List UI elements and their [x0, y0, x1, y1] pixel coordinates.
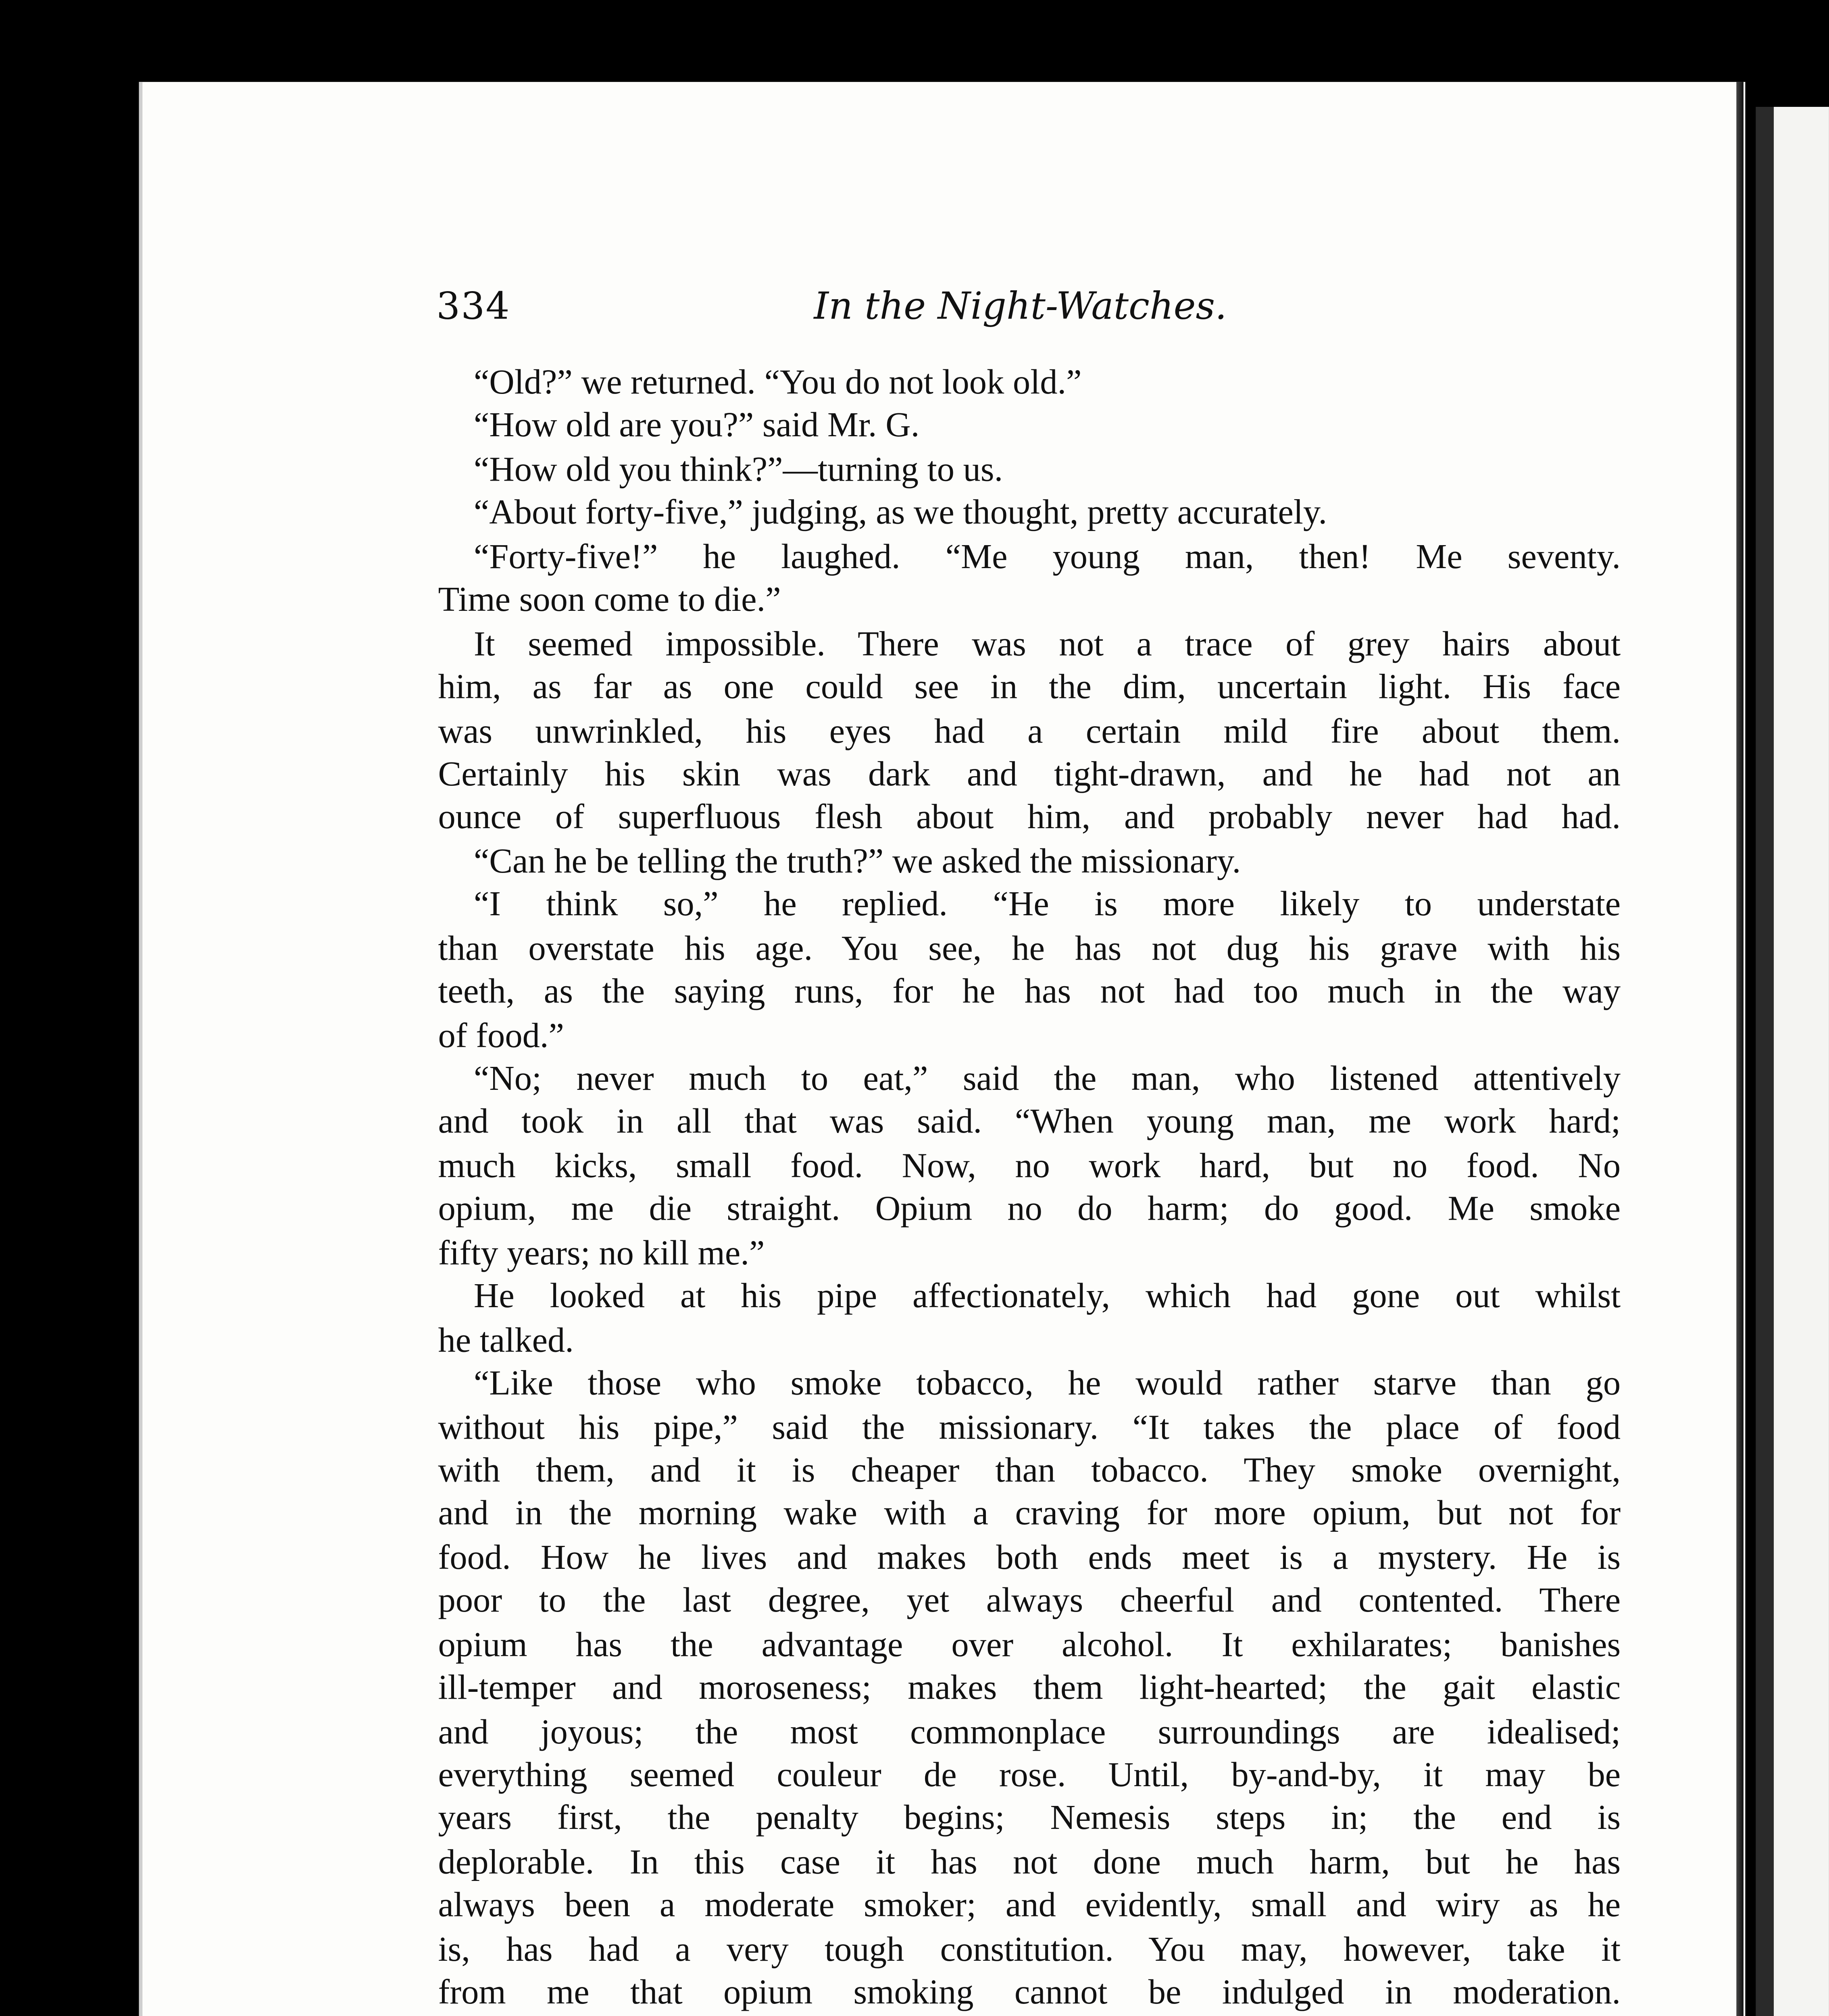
text-line: him, as far as one could see in the dim, uncertain light. His face [438, 669, 1621, 707]
text-line: and in the morning wake with a craving for more opium, but not for [438, 1496, 1621, 1534]
text-line: from me that opium smoking cannot be indulged in moderation. [438, 1975, 1621, 2013]
text-line: It seemed impossible. There was not a trace of grey hairs about [473, 626, 1621, 664]
page-gutter-shadow [1736, 82, 1744, 2016]
text-line: opium, me die straight. Opium no do harm; do good. Me smoke [438, 1192, 1621, 1229]
text-line: Certainly his skin was dark and tight-drawn, and he had not an [438, 756, 1621, 794]
text-line: “I think so,” he replied. “He is more likely to understate [473, 887, 1621, 925]
text-line: without his pipe,” said the missionary. “It takes the place of food [438, 1409, 1621, 1447]
text-line: than overstate his age. You see, he has not dug his grave with his [438, 931, 1621, 968]
text-line: “Forty-five!” he laughed. “Me young man, then! Me seventy. [473, 539, 1621, 577]
text-line: “How old are you?” said Mr. G. [473, 408, 920, 446]
text-line: is, has had a very tough constitution. You may, however, take it [438, 1932, 1621, 1969]
text-line: with them, and it is cheaper than tobacco. They smoke overnight, [438, 1453, 1621, 1491]
text-line: of food.” [438, 1018, 564, 1056]
text-line: fifty years; no kill me.” [438, 1235, 765, 1273]
text-line: deplorable. In this case it has not done much harm, but he has [438, 1845, 1621, 1882]
text-line: always been a moderate smoker; and evidently, small and wiry as he [438, 1888, 1621, 1926]
text-line: much kicks, small food. Now, no work hard, but no food. No [438, 1148, 1621, 1186]
text-line: teeth, as the saying runs, for he has not had too much in the way [438, 974, 1621, 1012]
text-line: poor to the last degree, yet always cheerful and contented. There [438, 1583, 1621, 1621]
text-line: “Can he be telling the truth?” we asked the missionary. [473, 843, 1241, 881]
text-line: and joyous; the most commonplace surroundings are idealised; [438, 1714, 1621, 1752]
text-line: “About forty-five,” judging, as we thought, pretty accurately. [473, 496, 1327, 533]
text-line: ounce of superfluous flesh about him, and probably never had had. [438, 800, 1621, 838]
text-line: “No; never much to eat,” said the man, who listened attentively [473, 1061, 1621, 1099]
text-line: everything seemed couleur de rose. Until, by-and-by, it may be [438, 1758, 1621, 1795]
text-line: and took in all that was said. “When young man, me work hard; [438, 1105, 1621, 1143]
page-number: 334 [436, 285, 510, 328]
text-line: opium has the advantage over alcohol. It exhilarates; banishes [438, 1627, 1621, 1665]
text-line: He looked at his pipe affectionately, which had gone out whilst [473, 1279, 1621, 1316]
text-line: “Old?” we returned. “You do not look old.” [473, 365, 1082, 403]
text-line: was unwrinkled, his eyes had a certain mild fire about them. [438, 713, 1621, 751]
text-line: “How old you think?”—turning to us. [473, 452, 1003, 490]
text-line: ill-temper and moroseness; makes them light-hearted; the gait elastic [438, 1670, 1621, 1708]
body-text [438, 363, 1621, 2016]
text-line: “Like those who smoke tobacco, he would rather starve than go [473, 1366, 1621, 1404]
facing-page-edge [1756, 107, 1829, 2016]
text-line: years first, the penalty begins; Nemesis steps in; the end is [438, 1801, 1621, 1839]
running-title: In the Night-Watches. [814, 285, 1227, 328]
text-line: he talked. [438, 1322, 574, 1360]
text-line: Time soon come to die.” [438, 583, 781, 620]
text-line: food. How he lives and makes both ends meet is a mystery. He is [438, 1540, 1621, 1578]
running-head [436, 285, 1621, 335]
